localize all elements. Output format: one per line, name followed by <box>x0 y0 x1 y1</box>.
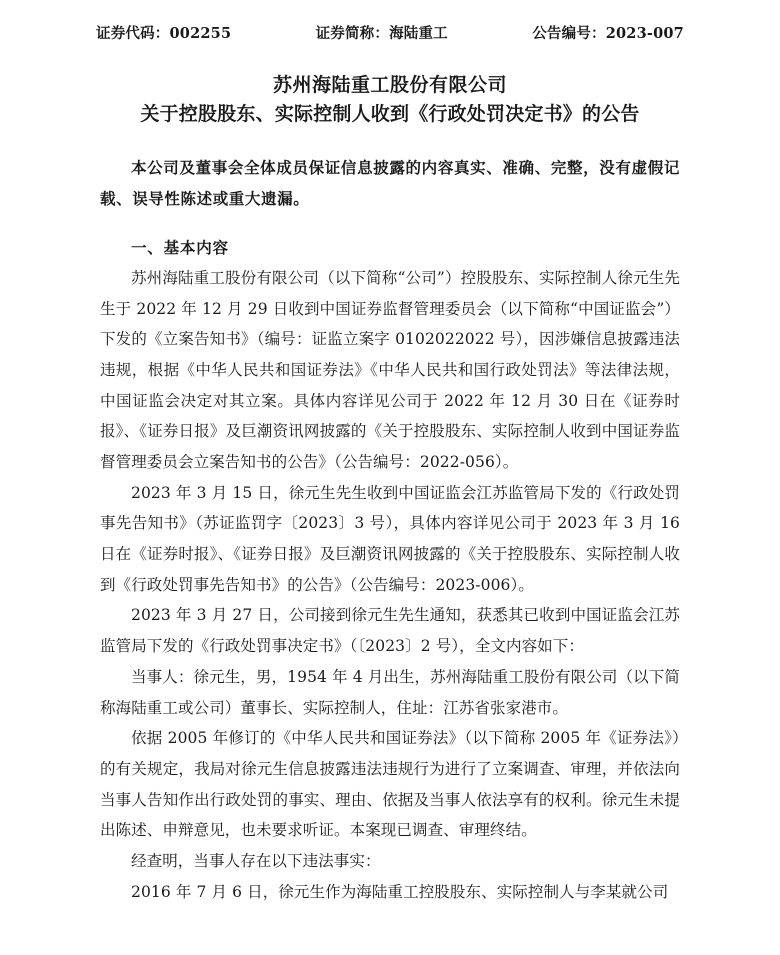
notice-number-label: 公告编号：2023-007 <box>532 25 684 42</box>
document-title <box>100 71 680 130</box>
title-line-subject: 关于控股股东、实际控制人收到《行政处罚决定书》的公告 <box>140 103 640 126</box>
assurance-statement: 本公司及董事会全体成员保证信息披露的内容真实、准确、完整，没有虚假记载、误导性陈述或重大遗漏。 <box>100 157 680 208</box>
paragraph-6: 经查明，当事人存在以下违法事实： <box>131 851 381 870</box>
section-heading-basic-content: 一、基本内容 <box>131 237 229 257</box>
paragraph-5: 依据 2005 年修订的《中华人民共和国证券法》（以下简称 2005 年《证券法》）的有关规定，我局对徐元生信息披露违法违规行为进行了立案调查、审理，并依法向当事人告知作出行政处罚的事实、理由、依据及当事人依法享有的权利。徐元生未提出陈述、申辩意见，也未要求听证。本案现已调查、审理终结。 <box>100 729 680 840</box>
paragraph-7: 2016 年 7 月 6 日，徐元生作为海陆重工控股股东、实际控制人与李某就公司 <box>131 882 669 901</box>
paragraph-1: 苏州海陆重工股份有限公司（以下简称“公司”）控股股东、实际控制人徐元生先生于 2022 年 12 月 29 日收到中国证券监督管理委员会（以下简称“中国证监会”）下发的《立案告知书》（编号：证监立案字 0102022022 号），因涉嫌信息披露违法违规，根据《中华人民共和国证券法》《中华人民共和国行政处罚法》等法律法规，中国证监会决定对其立案。具体内容详见公司于 2022 年 12 月 30 日在《证券时报》、《证券日报》及巨潮资讯网披露的《关于控股股东、实际控制人收到中国证券监督管理委员会立案告知书的公告》（公告编号：2022-056）。 <box>100 268 680 471</box>
security-name-label: 证券简称：海陆重工 <box>315 25 448 42</box>
security-code-label: 证券代码：002255 <box>96 25 232 42</box>
title-line-company: 苏州海陆重工股份有限公司 <box>272 74 507 96</box>
document-header <box>96 22 684 43</box>
paragraph-3: 2023 年 3 月 27 日，公司接到徐元生先生通知，获悉其已收到中国证监会江苏监管局下发的《行政处罚事决定书》（〔2023〕2 号），全文内容如下： <box>100 606 680 656</box>
paragraph-4: 当事人：徐元生，男，1954 年 4 月出生，苏州海陆重工股份有限公司（以下简称海陆重工或公司）董事长、实际控制人，住址：江苏省张家港市。 <box>100 667 680 717</box>
paragraph-2: 2023 年 3 月 15 日，徐元生先生收到中国证监会江苏监管局下发的《行政处罚事先告知书》（苏证监罚字〔2023〕3 号），具体内容详见公司于 2023 年 3 月 16 日在《证券时报》、《证券日报》及巨潮资讯网披露的《关于控股股东、实际控制人收到《行政处罚事先告知书》的公告》（公告编号：2023-006）。 <box>100 483 680 594</box>
